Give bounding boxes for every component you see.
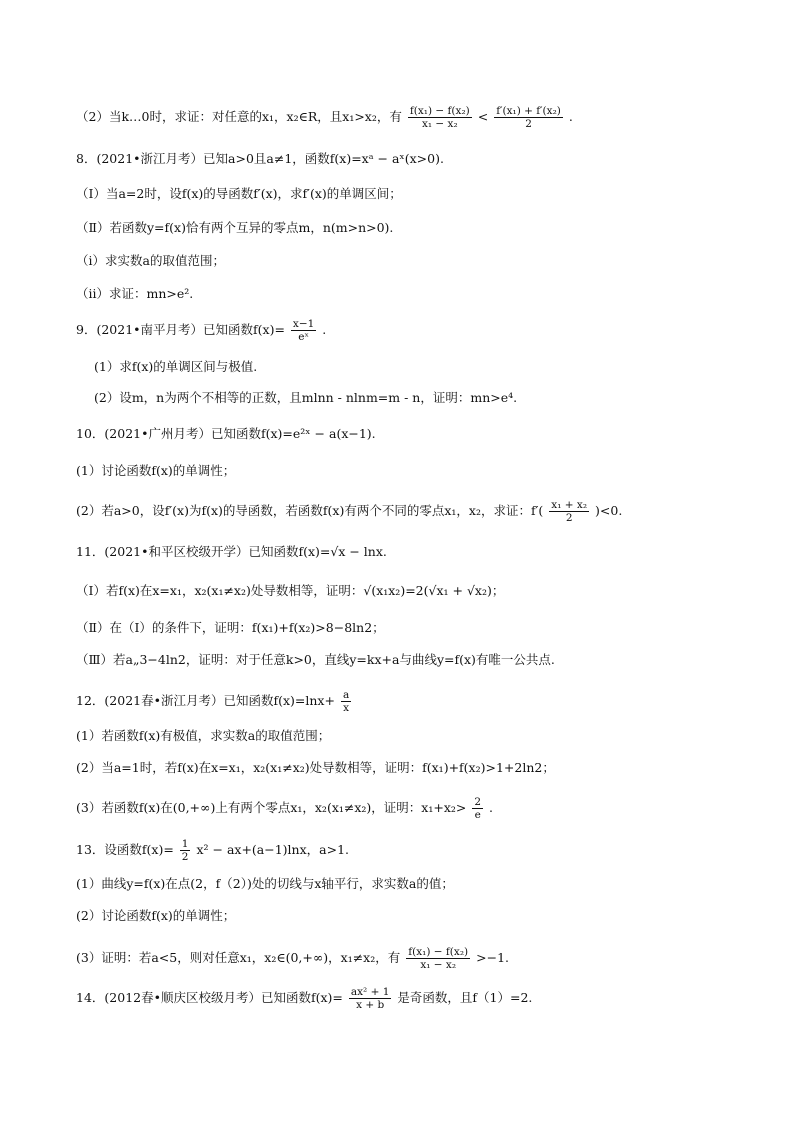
problem-11-part-3: （Ⅲ）若a„3−4ln2，证明：对于任意k>0，直线y=kx+a与曲线y=f(x)有唯一公共点.: [76, 652, 555, 667]
problem-9-title: [76, 318, 326, 343]
problem-9-part-1: (1）求f(x)的单调区间与极值.: [94, 359, 258, 374]
problem-8-part-2-i: （ⅰ）求实数a的取值范围；: [76, 253, 225, 268]
fraction-denominator: eˣ: [298, 331, 309, 343]
line-text-end: .: [489, 800, 494, 815]
problem-13-part-3: [76, 946, 509, 971]
fraction-denominator: 2: [565, 512, 573, 524]
problem-13-part-1: (1）曲线y=f(x)在点(2，f（2）)处的切线与x轴平行，求实数a的值；: [76, 876, 454, 891]
fraction: [291, 318, 316, 343]
fraction-denominator: e: [474, 809, 481, 821]
line-text-end: 是奇函数，且f（1）=2.: [397, 990, 533, 1005]
line-text: (2）若a>0，设f′(x)为f(x)的导函数，若函数f(x)有两个不同的零点x₁，x₂，求证：f′(: [76, 503, 544, 518]
problem-14-title: [76, 986, 532, 1011]
problem-11-part-1: （Ⅰ）若f(x)在x=x₁，x₂(x₁≠x₂)处导数相等，证明：√(x₁x₂)=2(√x₁ + √x₂)；: [76, 583, 505, 598]
line-text: (3）证明：若a<5，则对任意x₁，x₂∈(0,+∞)，x₁≠x₂，有: [76, 950, 401, 965]
problem-11-title: 11．(2021•和平区校级开学）已知函数f(x)=√x − lnx.: [76, 544, 387, 559]
fraction-numerator: a: [342, 689, 350, 701]
fraction-denominator: x + b: [356, 999, 385, 1011]
fraction-numerator: f(x₁) − f(x₂): [409, 105, 470, 117]
line-text-end: x² − ax+(a−1)lnx，a>1.: [196, 842, 350, 857]
fraction-denominator: x₁ − x₂: [421, 118, 458, 130]
fraction: [472, 796, 483, 821]
line-text-end: .: [322, 322, 327, 337]
fraction: [408, 105, 472, 130]
fraction: [406, 946, 470, 971]
line-text: 9．(2021•南平月考）已知函数f(x)=: [76, 322, 285, 337]
fraction-numerator: x−1: [292, 318, 315, 330]
comparison-sign: <: [477, 109, 489, 124]
problem-12-part-3: [76, 796, 493, 821]
line-text-end: )<0.: [595, 503, 623, 518]
problem-8-title: 8．(2021•浙江月考）已知a>0且a≠1，函数f(x)=xᵃ − aˣ(x>0).: [76, 151, 444, 166]
fraction: [349, 986, 392, 1011]
line-text-end: .: [568, 109, 573, 124]
line-text: （2）当k…0时，求证：对任意的x₁，x₂∈R，且x₁>x₂，有: [76, 109, 402, 124]
problem-13-title: [76, 838, 349, 863]
problem-11-part-2: （Ⅱ）在（Ⅰ）的条件下，证明：f(x₁)+f(x₂)>8−8ln2；: [76, 620, 385, 635]
problem-12-title: [76, 689, 353, 714]
fraction-numerator: x₁ + x₂: [551, 499, 588, 511]
problem-13-part-2: (2）讨论函数f(x)的单调性；: [76, 908, 236, 923]
fraction: [549, 499, 589, 524]
fraction: [341, 689, 351, 714]
fraction: [494, 105, 563, 130]
problem-10-part-1: (1）讨论函数f(x)的单调性；: [76, 463, 236, 478]
line-text-end: >−1.: [476, 950, 509, 965]
fraction-numerator: ax² + 1: [350, 986, 390, 998]
problem-12-part-2: (2）当a=1时，若f(x)在x=x₁，x₂(x₁≠x₂)处导数相等，证明：f(x₁)+f(x₂)>1+2ln2；: [76, 760, 555, 775]
fraction: [180, 838, 191, 863]
line-text: (3）若函数f(x)在(0,+∞)上有两个零点x₁，x₂(x₁≠x₂)，证明：x₁+x₂>: [76, 800, 467, 815]
fraction-denominator: x: [343, 702, 350, 714]
problem-12-part-1: (1）若函数f(x)有极值，求实数a的取值范围；: [76, 728, 331, 743]
fraction-denominator: 2: [181, 851, 189, 863]
problem-7-part-2: [76, 105, 573, 130]
line-text: 14．(2012春•顺庆区校级月考）已知函数f(x)=: [76, 990, 343, 1005]
fraction-denominator: x₁ − x₂: [420, 959, 457, 971]
fraction-denominator: 2: [525, 118, 532, 130]
fraction-numerator: f(x₁) − f(x₂): [408, 946, 469, 958]
problem-8-part-1: （Ⅰ）当a=2时，设f(x)的导函数f′(x)，求f′(x)的单调区间；: [76, 186, 402, 201]
problem-9-part-2: (2）设m，n为两个不相等的正数，且mlnn - nlnm=m - n，证明：mn>e⁴.: [94, 390, 518, 405]
line-text: 13．设函数f(x)=: [76, 842, 174, 857]
fraction-numerator: 1: [181, 838, 189, 850]
problem-10-part-2: [76, 499, 622, 524]
fraction-numerator: f′(x₁) + f′(x₂): [496, 105, 561, 117]
fraction-numerator: 2: [474, 796, 482, 808]
problem-10-title: 10．(2021•广州月考）已知函数f(x)=e²ˣ − a(x−1).: [76, 426, 376, 441]
problem-8-part-2-ii: （ⅱ）求证：mn>e².: [76, 286, 194, 301]
line-text: 12．(2021春•浙江月考）已知函数f(x)=lnx+: [76, 693, 335, 708]
problem-8-part-2: （Ⅱ）若函数y=f(x)恰有两个互异的零点m，n(m>n>0).: [76, 220, 394, 235]
